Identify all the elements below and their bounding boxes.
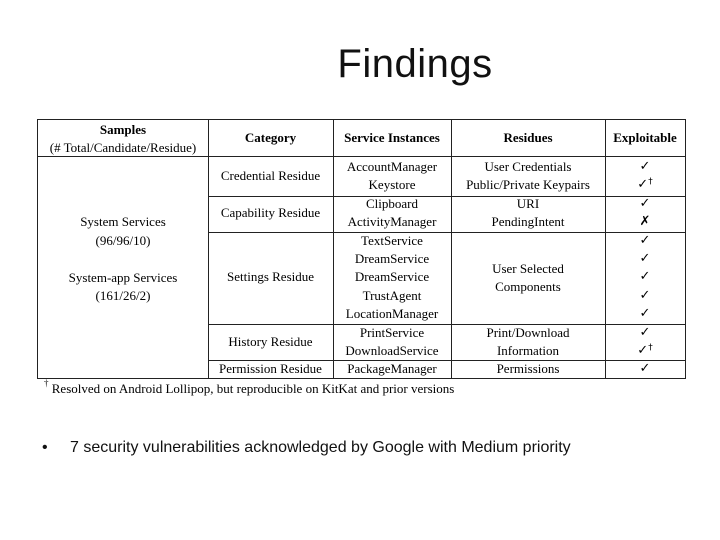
check-icon: ✓ bbox=[639, 159, 651, 174]
header-exploitable: Exploitable bbox=[613, 130, 677, 145]
residue: Components bbox=[495, 279, 561, 294]
check-icon: ✓ bbox=[639, 288, 651, 303]
exploitable-mark bbox=[605, 324, 685, 342]
check-icon: ✓ bbox=[639, 325, 651, 340]
findings-table bbox=[37, 119, 686, 379]
service-instance: ActivityManager bbox=[347, 214, 437, 229]
exploitable-mark bbox=[605, 158, 685, 176]
exploitable-mark bbox=[605, 195, 685, 213]
check-icon: ✓ bbox=[639, 196, 651, 211]
service-instance: Clipboard bbox=[366, 196, 418, 211]
exploitable-mark bbox=[605, 287, 685, 305]
category-permission-residue: Permission Residue bbox=[219, 361, 322, 376]
samples-system-services-counts: (96/96/10) bbox=[95, 233, 151, 248]
service-instance: PackageManager bbox=[347, 361, 437, 376]
residue: Print/Download bbox=[486, 325, 570, 340]
exploitable-mark bbox=[605, 176, 685, 194]
check-icon: ✓ bbox=[639, 361, 651, 376]
exploitable-mark bbox=[605, 232, 685, 250]
check-icon: ✓ bbox=[637, 177, 649, 192]
exploitable-mark bbox=[605, 305, 685, 323]
header-category: Category bbox=[244, 130, 297, 145]
exploitable-mark bbox=[605, 213, 685, 231]
exploitable-mark bbox=[605, 250, 685, 268]
check-icon: ✓ bbox=[639, 233, 651, 248]
service-instance: LocationManager bbox=[345, 306, 439, 321]
service-instance: DreamService bbox=[354, 269, 430, 284]
bullet-icon: • bbox=[42, 439, 48, 456]
category-history-residue: History Residue bbox=[228, 334, 313, 349]
header-samples: Samples bbox=[99, 122, 147, 137]
service-instance: DreamService bbox=[354, 251, 430, 266]
service-instance: TrustAgent bbox=[362, 288, 422, 303]
samples-system-app-services: System-app Services bbox=[68, 270, 178, 285]
check-icon: ✓ bbox=[639, 251, 651, 266]
header-service-instances: Service Instances bbox=[344, 130, 440, 145]
check-icon: ✓ bbox=[639, 269, 651, 284]
check-icon: ✓ bbox=[639, 306, 651, 321]
table-footnote bbox=[44, 378, 455, 397]
service-instance: DownloadService bbox=[345, 343, 439, 358]
residue: User Credentials bbox=[484, 159, 572, 174]
dagger-note: † bbox=[648, 177, 653, 187]
exploitable-mark bbox=[605, 360, 685, 378]
samples-system-services: System Services bbox=[80, 214, 166, 229]
service-instance: PrintService bbox=[359, 325, 425, 340]
residue: Permissions bbox=[496, 361, 560, 376]
samples-system-app-services-counts: (161/26/2) bbox=[95, 288, 151, 303]
header-samples-subtitle: (# Total/Candidate/Residue) bbox=[49, 140, 197, 155]
check-icon: ✓ bbox=[637, 343, 649, 358]
header-residues: Residues bbox=[503, 130, 553, 145]
residue: URI bbox=[516, 196, 540, 211]
dagger-note: † bbox=[648, 343, 653, 353]
service-instance: TextService bbox=[361, 233, 423, 248]
slide-title: Findings bbox=[337, 42, 493, 86]
residue: Information bbox=[496, 343, 560, 358]
service-instance: Keystore bbox=[368, 177, 416, 192]
residue: PendingIntent bbox=[491, 214, 565, 229]
footnote-dagger: † bbox=[44, 378, 49, 388]
exploitable-mark bbox=[605, 268, 685, 286]
cross-icon: ✗ bbox=[639, 214, 651, 229]
category-settings-residue: Settings Residue bbox=[226, 269, 315, 284]
footnote-text: Resolved on Android Lollipop, but reproducible on KitKat and prior versions bbox=[51, 381, 455, 396]
category-capability-residue: Capability Residue bbox=[220, 205, 321, 220]
category-credential-residue: Credential Residue bbox=[220, 168, 321, 183]
service-instance: AccountManager bbox=[346, 159, 438, 174]
exploitable-mark bbox=[605, 342, 685, 360]
residue: User Selected bbox=[492, 261, 564, 276]
bullet-text: 7 security vulnerabilities acknowledged by Google with Medium priority bbox=[70, 439, 571, 456]
residue: Public/Private Keypairs bbox=[466, 177, 590, 192]
